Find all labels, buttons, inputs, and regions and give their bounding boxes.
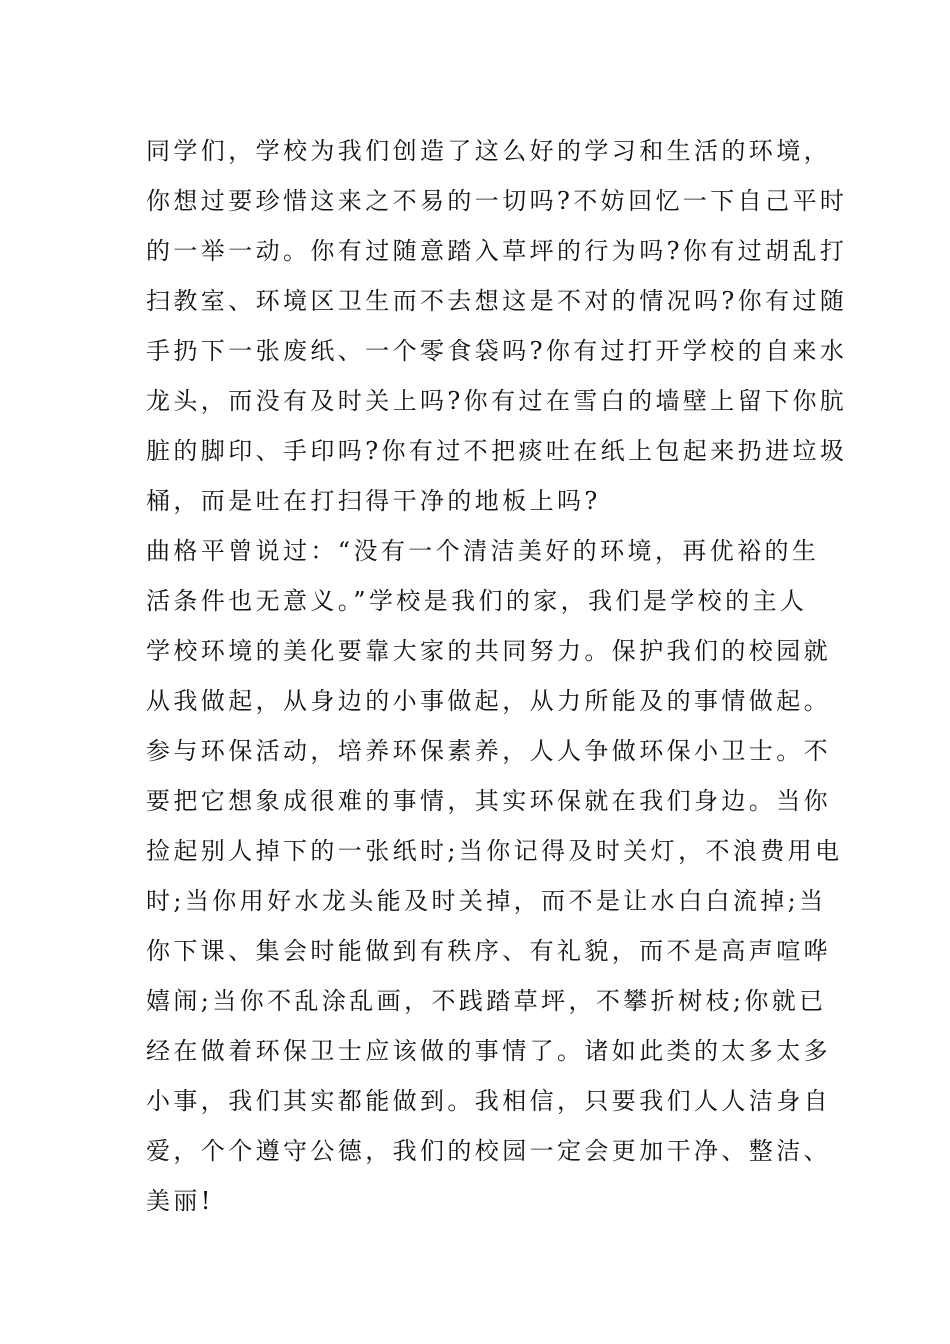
text-line: 桶，而是吐在打扫得干净的地板上吗? bbox=[146, 487, 601, 515]
text-line: 从我做起，从身边的小事做起，从力所能及的事情做起。 bbox=[146, 687, 831, 715]
text-line: 美丽! bbox=[146, 1187, 214, 1215]
text-line: 参与环保活动，培养环保素养，人人争做环保小卫士。不 bbox=[146, 737, 831, 765]
text-line: 时;当你用好水龙头能及时关掉，而不是让水白白流掉;当 bbox=[146, 887, 827, 915]
text-line: 的一举一动。你有过随意踏入草坪的行为吗?你有过胡乱打 bbox=[146, 237, 848, 265]
text-line: 爱，个个遵守公德，我们的校园一定会更加干净、整洁、 bbox=[146, 1137, 831, 1165]
text-line: 经在做着环保卫士应该做的事情了。诸如此类的太多太多 bbox=[146, 1037, 831, 1065]
text-line: 捡起别人掉下的一张纸时;当你记得及时关灯，不浪费用电 bbox=[146, 837, 843, 865]
text-line: 活条件也无意义。”学校是我们的家，我们是学校的主人 bbox=[146, 587, 808, 615]
text-line: 要把它想象成很难的事情，其实环保就在我们身边。当你 bbox=[146, 787, 831, 815]
text-line: 手扔下一张废纸、一个零食袋吗?你有过打开学校的自来水 bbox=[146, 337, 848, 365]
text-line: 小事，我们其实都能做到。我相信，只要我们人人洁身自 bbox=[146, 1087, 831, 1115]
text-line: 曲格平曾说过：“没有一个清洁美好的环境，再优裕的生 bbox=[146, 537, 820, 565]
text-line: 你想过要珍惜这来之不易的一切吗?不妨回忆一下自己平时 bbox=[146, 187, 848, 215]
text-line: 扫教室、环境区卫生而不去想这是不对的情况吗?你有过随 bbox=[146, 287, 848, 315]
text-line: 学校环境的美化要靠大家的共同努力。保护我们的校园就 bbox=[146, 637, 831, 665]
text-line: 脏的脚印、手印吗?你有过不把痰吐在纸上包起来扔进垃圾 bbox=[146, 437, 848, 465]
body-text bbox=[146, 126, 848, 1226]
text-line: 龙头，而没有及时关上吗?你有过在雪白的墙壁上留下你肮 bbox=[146, 387, 848, 415]
text-line: 你下课、集会时能做到有秩序、有礼貌，而不是高声喧哗 bbox=[146, 937, 831, 965]
text-line: 同学们，学校为我们创造了这么好的学习和生活的环境， bbox=[146, 137, 831, 165]
text-line: 嬉闹;当你不乱涂乱画，不践踏草坪，不攀折树枝;你就已 bbox=[146, 987, 827, 1015]
